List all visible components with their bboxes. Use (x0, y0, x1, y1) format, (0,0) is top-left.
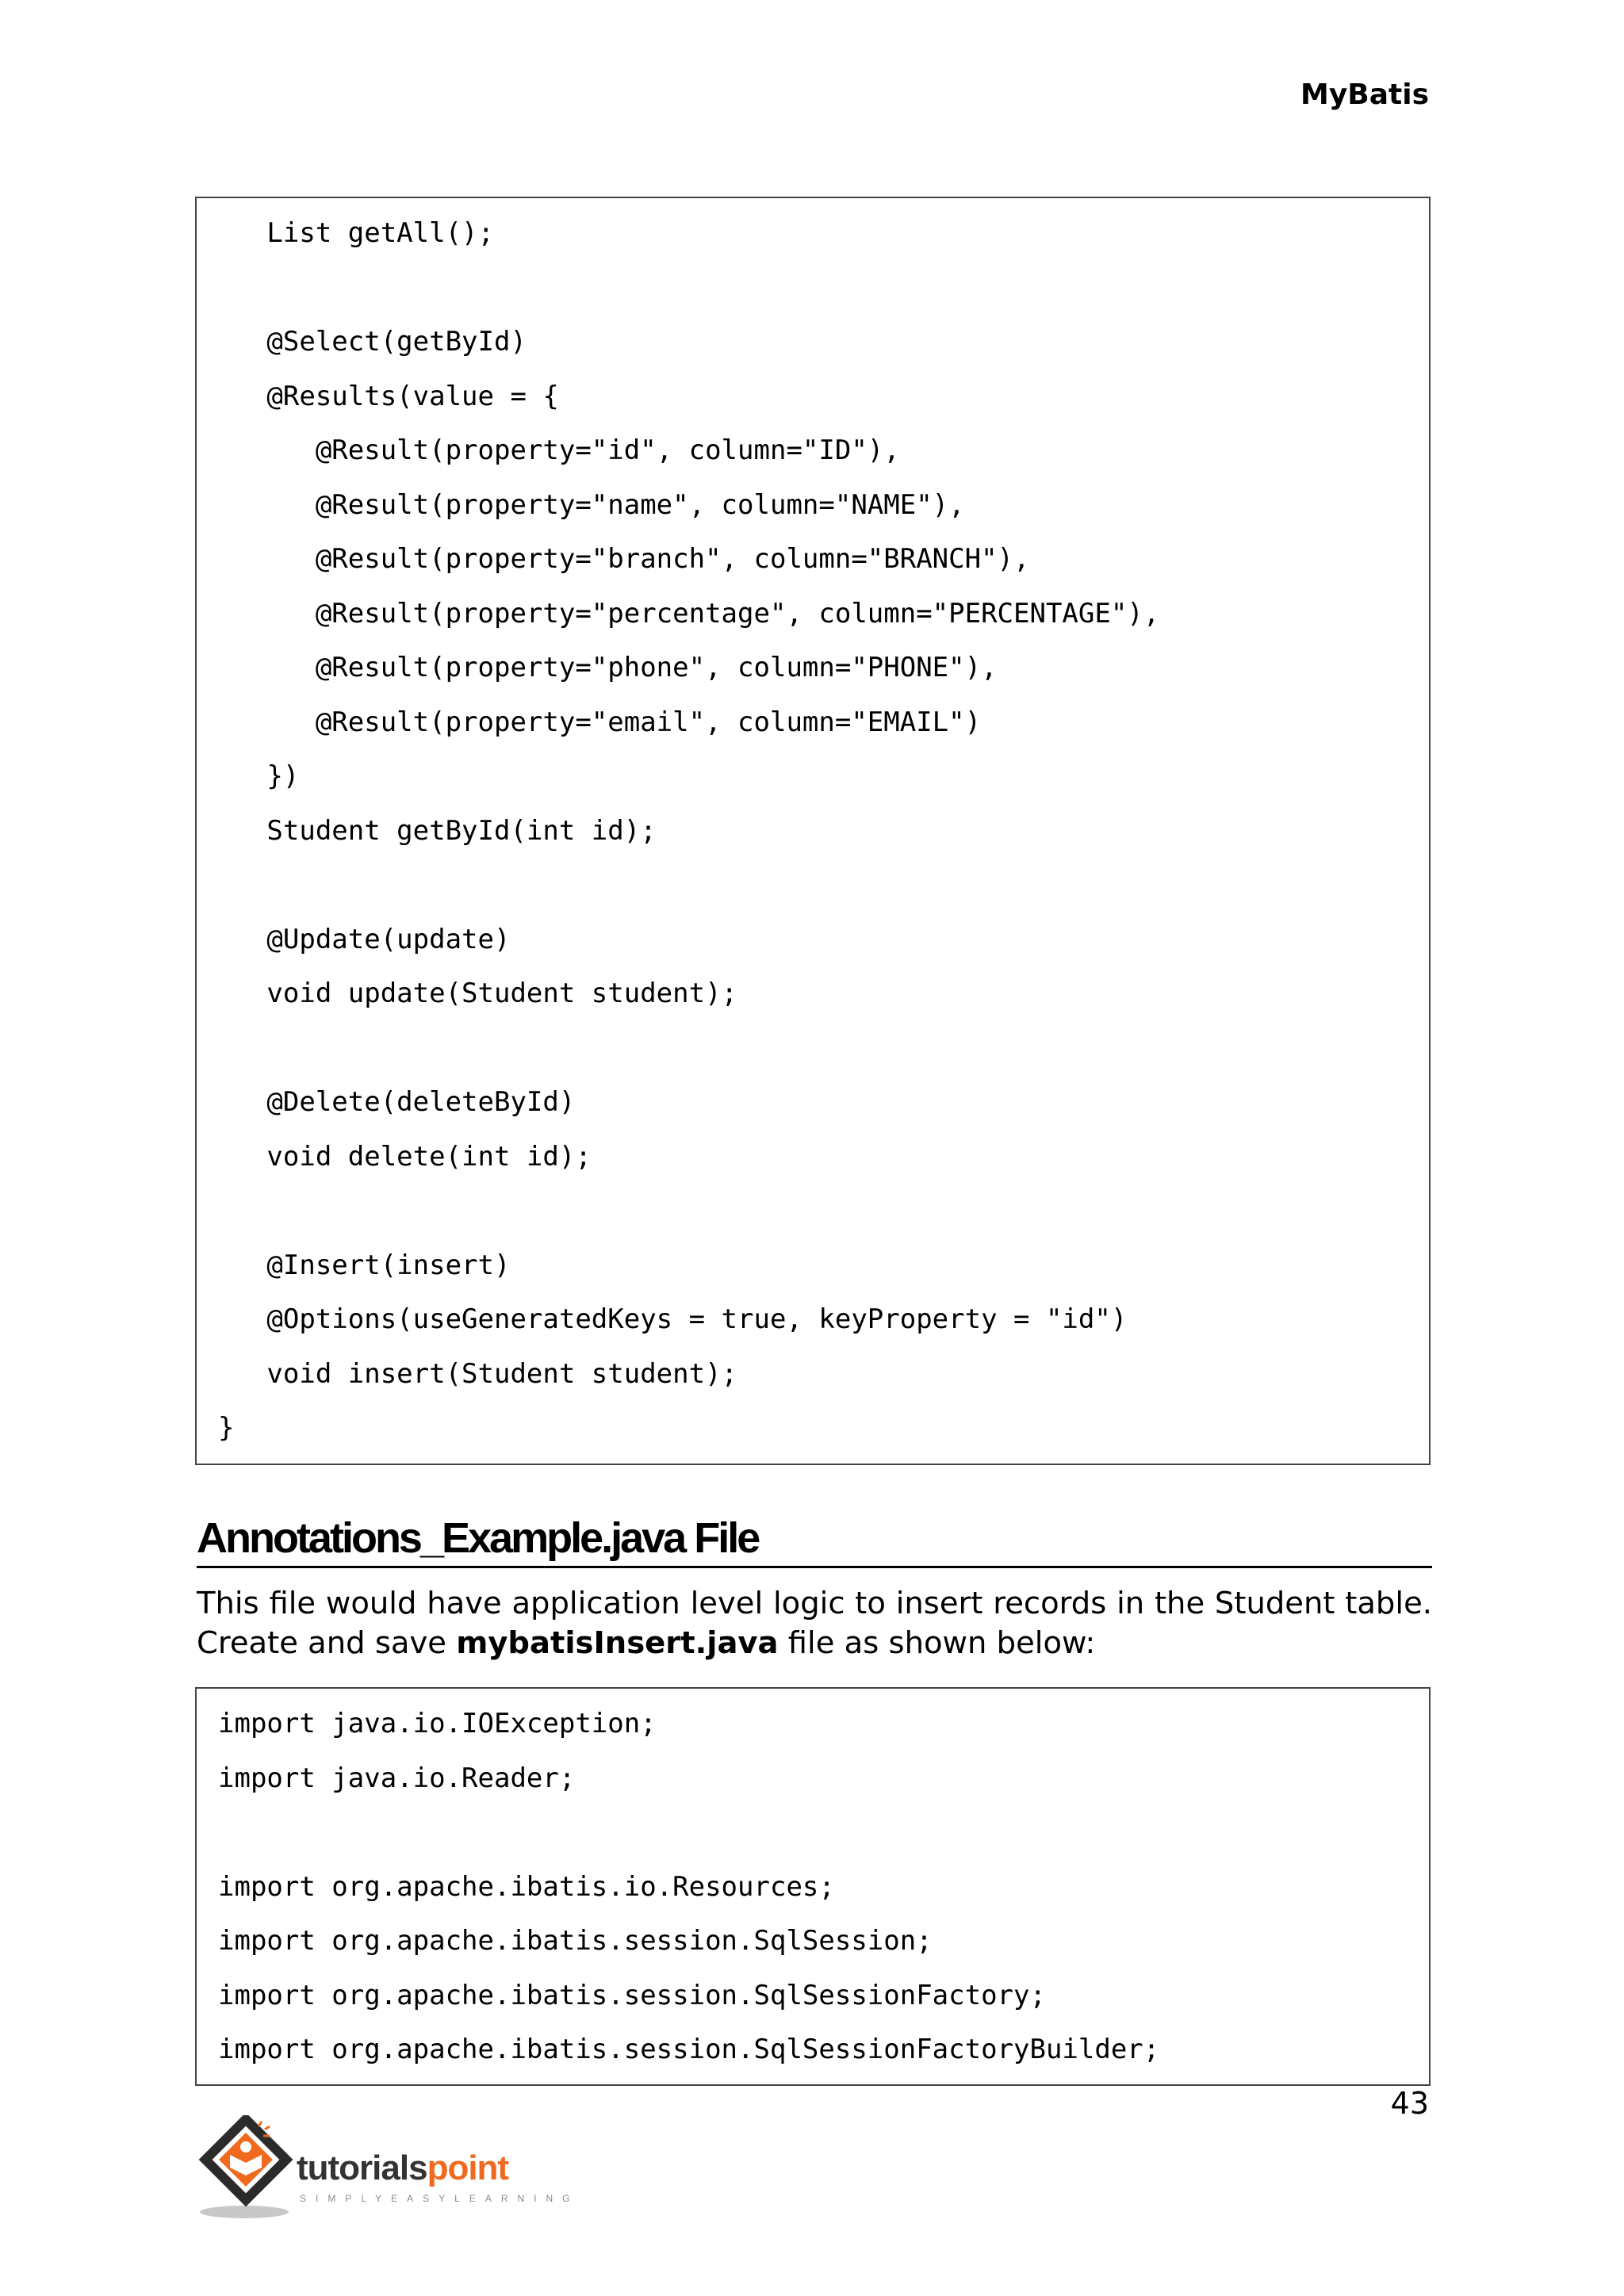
page-header-title: MyBatis (1300, 78, 1429, 111)
description-filename: mybatisInsert.java (456, 1625, 779, 1661)
code-block-interface-text: List getAll(); @Select(getById) @Results(value = { @Result(property="id", column="ID"), @Result(property="name", column="NAME"), @Result(property="branch", column="BRANCH"), @Result(property="percentage", column="PERCENTAGE"), @Result(property="phone", column="PHONE"), @Result(property="email", column="EMAIL") }) Student getById(int id); @Update(update) void update(Student student); @Delete(deleteById) void delete(int id); @Insert(insert) @Options(useGeneratedKeys = true, keyProperty = "id") void insert(Student student); } (218, 217, 1160, 1444)
tutorialspoint-logo-icon (195, 2115, 306, 2226)
logo-word-point: point (427, 2149, 509, 2187)
code-block-interface (195, 197, 1431, 1465)
section-heading: Annotations_Example.java File (197, 1510, 1432, 1568)
tutorialspoint-logo (195, 2115, 580, 2226)
section-description (197, 1584, 1432, 1663)
logo-tagline: SIMPLYEASYLEARNING (300, 2193, 580, 2204)
code-block-imports (195, 1687, 1431, 2086)
logo-wordmark (297, 2149, 508, 2188)
description-text-end: file as shown below: (778, 1625, 1096, 1661)
page-number: 43 (1390, 2086, 1429, 2121)
logo-word-tutorials: tutorials (297, 2149, 427, 2187)
code-block-imports-text: import java.io.IOException; import java.io.Reader; import org.apache.ibatis.io.Resources; import org.apache.ibatis.session.SqlSession; import org.apache.ibatis.session.SqlSessionFactory; import org.apache.ibatis.session.SqlSessionFactoryBuilder; (218, 1708, 1160, 2065)
description-text-start: This file would have application level logic to insert records in the Student table. Create and save (197, 1586, 1432, 1661)
